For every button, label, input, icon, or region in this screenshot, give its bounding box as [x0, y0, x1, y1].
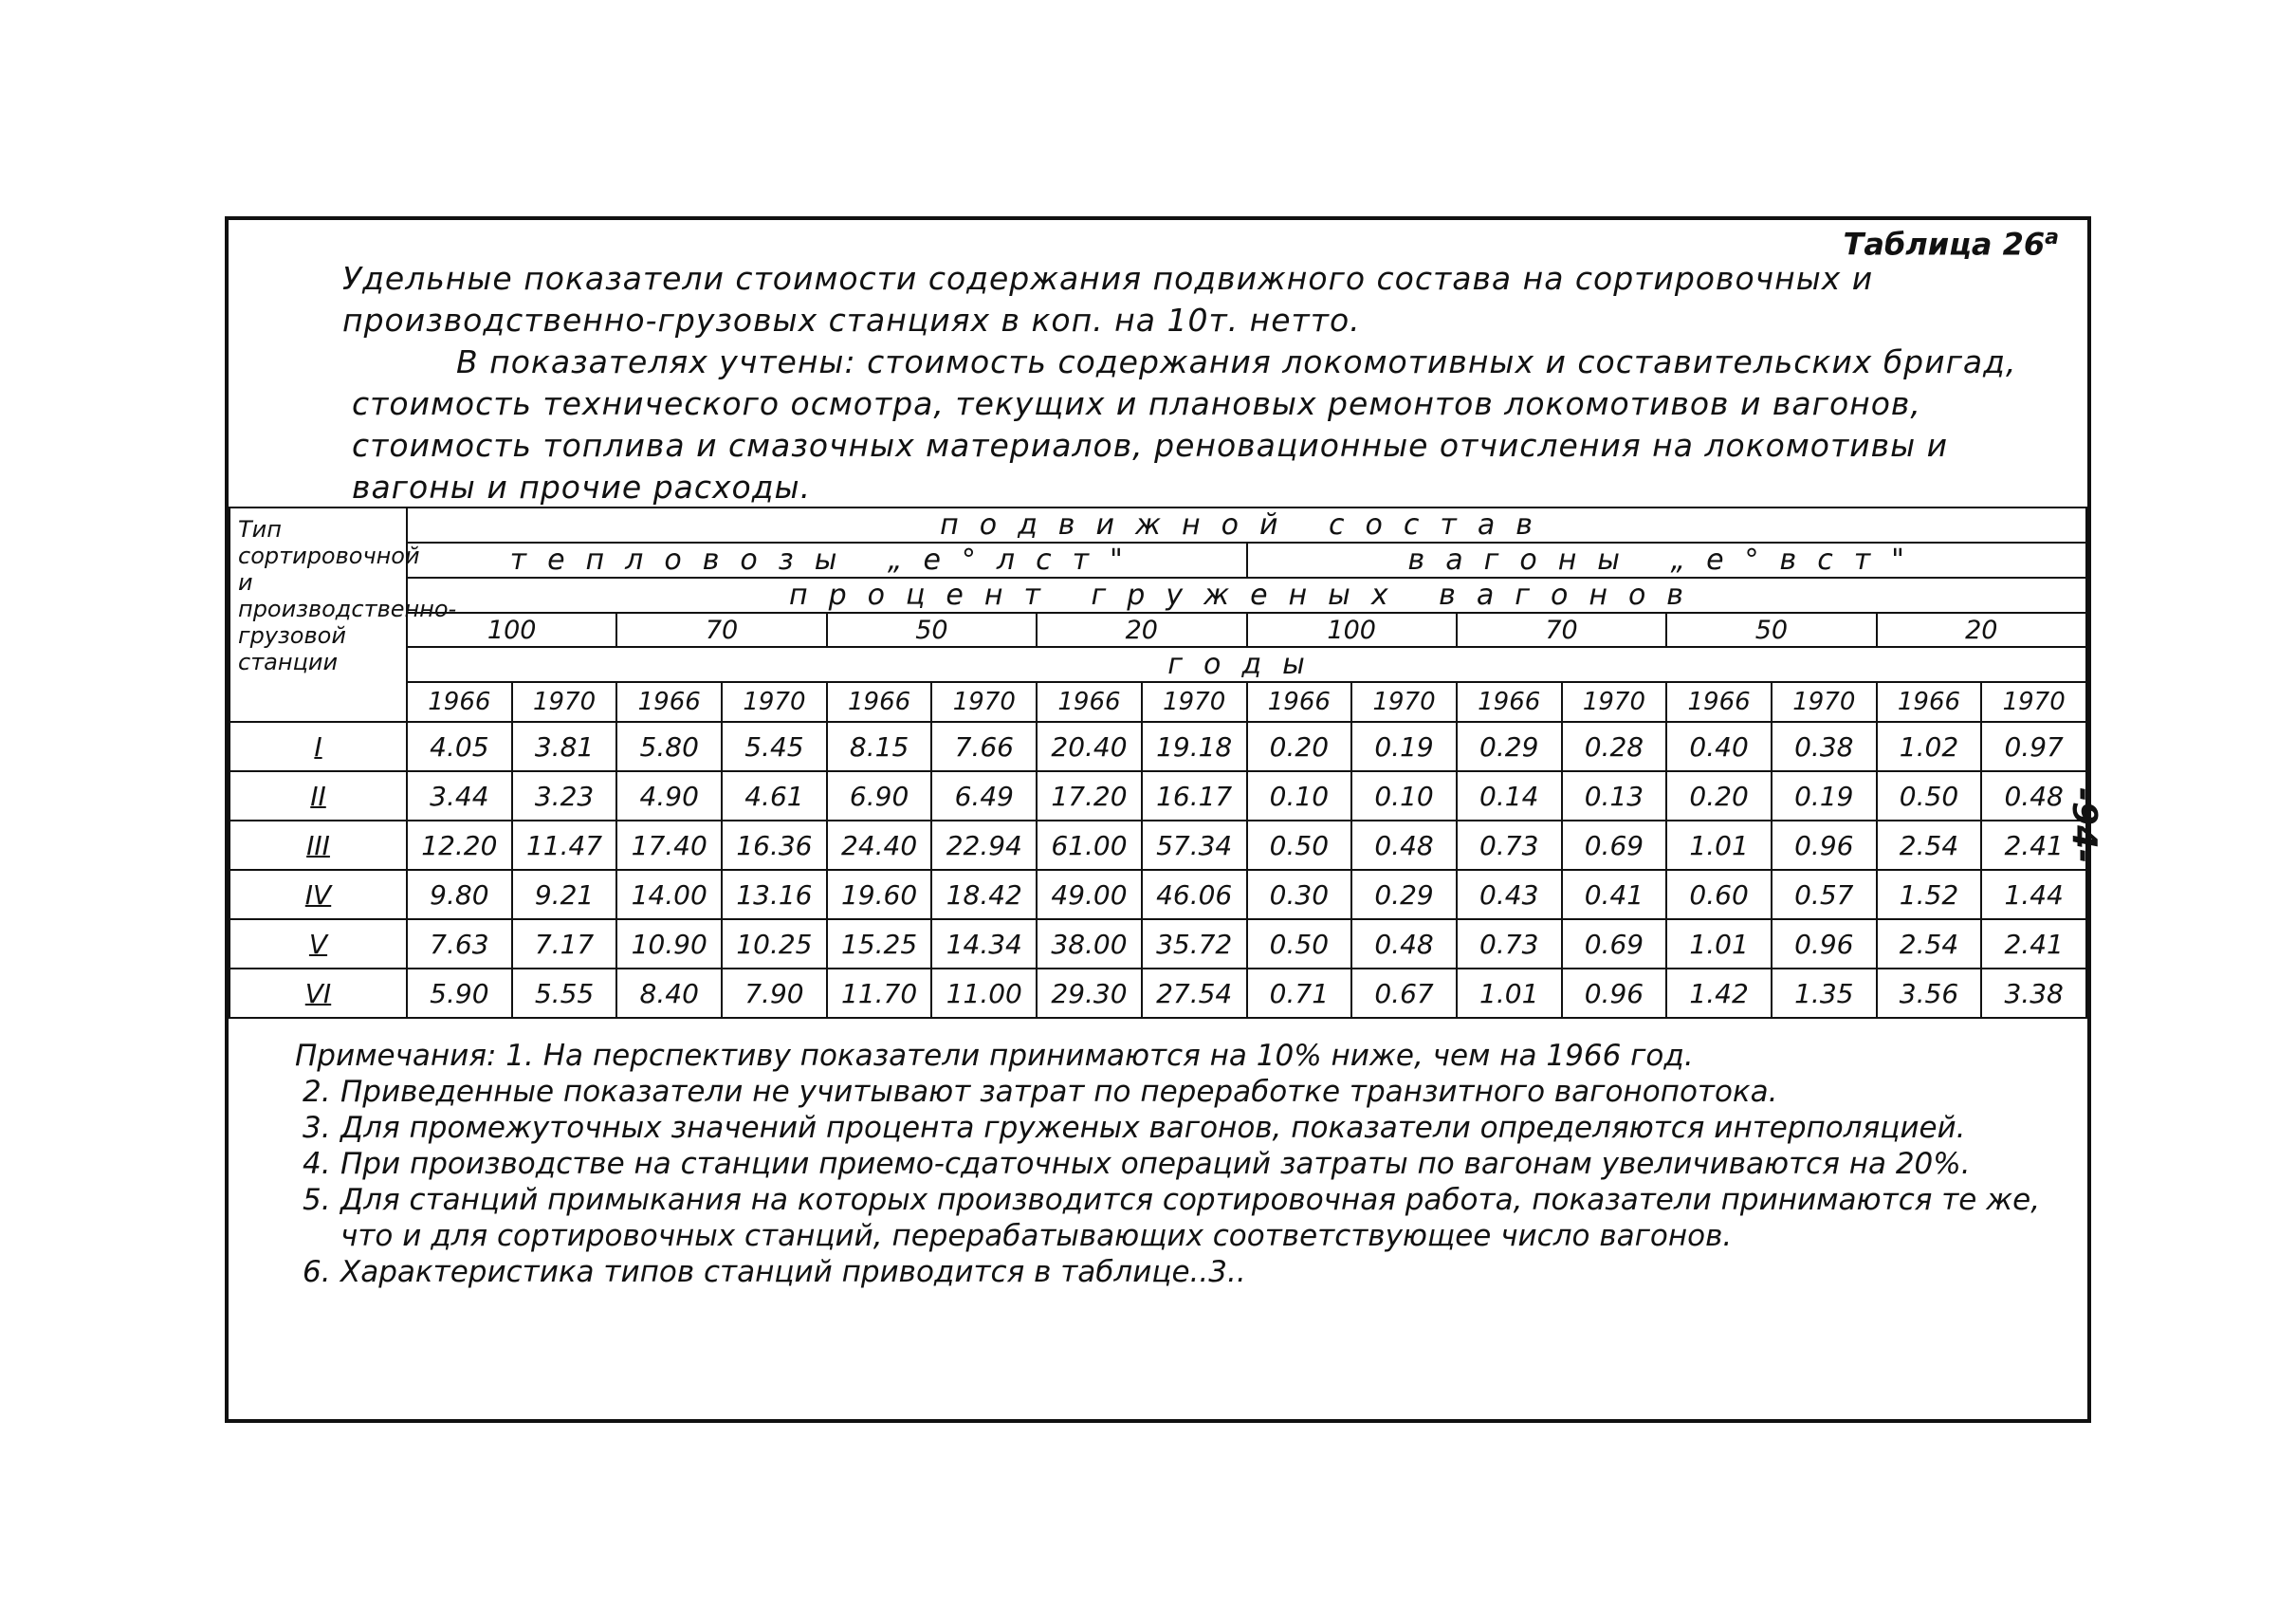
- year-cell: 1966: [1666, 682, 1772, 722]
- station-type-cell: II: [230, 771, 407, 821]
- value-cell: 0.10: [1247, 771, 1352, 821]
- value-cell: 5.45: [722, 722, 827, 771]
- notes-section: [295, 1038, 2068, 1290]
- table-number-sup: а: [2045, 226, 2059, 249]
- value-cell: 5.80: [616, 722, 722, 771]
- value-cell: 1.01: [1457, 969, 1562, 1018]
- value-cell: 2.54: [1877, 821, 1982, 870]
- note-text: Для промежуточных значений процента груженых вагонов, показатели определяются интерполяцией.: [340, 1111, 1966, 1145]
- notes-heading-line: [295, 1038, 2068, 1074]
- value-cell: 24.40: [827, 821, 932, 870]
- station-type-cell: I: [230, 722, 407, 771]
- year-cell: 1966: [407, 682, 512, 722]
- percent-cell: 100: [407, 613, 616, 647]
- value-cell: 0.96: [1562, 969, 1667, 1018]
- value-cell: 0.20: [1247, 722, 1352, 771]
- value-cell: 22.94: [931, 821, 1037, 870]
- value-cell: 4.90: [616, 771, 722, 821]
- value-cell: 2.41: [1981, 821, 2086, 870]
- percent-header: процент груженых вагонов: [407, 578, 2086, 613]
- value-cell: 0.20: [1666, 771, 1772, 821]
- percent-cell: 20: [1037, 613, 1246, 647]
- value-cell: 18.42: [931, 870, 1037, 919]
- percent-cell: 70: [616, 613, 826, 647]
- value-cell: 0.38: [1772, 722, 1877, 771]
- value-cell: 49.00: [1037, 870, 1142, 919]
- value-cell: 38.00: [1037, 919, 1142, 969]
- note-item: [295, 1182, 2068, 1254]
- percent-cell: 50: [827, 613, 1037, 647]
- stub-header: Тип сортировочной и производственно-грузовой станции: [230, 508, 407, 722]
- value-cell: 0.71: [1247, 969, 1352, 1018]
- value-cell: 0.50: [1877, 771, 1982, 821]
- value-cell: 10.25: [722, 919, 827, 969]
- value-cell: 0.48: [1351, 919, 1457, 969]
- document-title: Удельные показатели стоимости содержания подвижного состава на сортировочных и производственно-грузовых станциях в коп. на 10т. нетто.: [342, 260, 1874, 339]
- document-frame: [225, 216, 2091, 1423]
- value-cell: 0.29: [1351, 870, 1457, 919]
- years-header: годы: [407, 647, 2086, 682]
- value-cell: 0.60: [1666, 870, 1772, 919]
- value-cell: 0.19: [1351, 722, 1457, 771]
- value-cell: 35.72: [1142, 919, 1247, 969]
- table-row: [230, 821, 2086, 870]
- value-cell: 3.44: [407, 771, 512, 821]
- value-cell: 0.30: [1247, 870, 1352, 919]
- year-cell: 1970: [931, 682, 1037, 722]
- notes-list: [295, 1074, 2068, 1290]
- year-cell: 1970: [1142, 682, 1247, 722]
- value-cell: 2.54: [1877, 919, 1982, 969]
- value-cell: 0.50: [1247, 821, 1352, 870]
- value-cell: 8.15: [827, 722, 932, 771]
- value-cell: 0.57: [1772, 870, 1877, 919]
- value-cell: 1.35: [1772, 969, 1877, 1018]
- table-body: [230, 722, 2086, 1018]
- percent-cell: 70: [1457, 613, 1666, 647]
- note-text: Характеристика типов станций приводится в таблице..3..: [340, 1255, 1246, 1289]
- value-cell: 0.96: [1772, 919, 1877, 969]
- locomotives-header: тепловозы „е°лст": [407, 543, 1247, 578]
- value-cell: 0.50: [1247, 919, 1352, 969]
- table-row: [230, 771, 2086, 821]
- note-text: При производстве на станции приемо-сдаточных операций затраты по вагонам увеличиваются на 20%.: [340, 1147, 1971, 1181]
- value-cell: 12.20: [407, 821, 512, 870]
- station-type-cell: VI: [230, 969, 407, 1018]
- value-cell: 4.05: [407, 722, 512, 771]
- value-cell: 17.20: [1037, 771, 1142, 821]
- table-number: [1844, 226, 2059, 263]
- year-cell: 1966: [1457, 682, 1562, 722]
- value-cell: 1.42: [1666, 969, 1772, 1018]
- value-cell: 0.10: [1351, 771, 1457, 821]
- value-cell: 0.69: [1562, 919, 1667, 969]
- value-cell: 11.47: [512, 821, 617, 870]
- value-cell: 3.81: [512, 722, 617, 771]
- value-cell: 1.02: [1877, 722, 1982, 771]
- value-cell: 0.97: [1981, 722, 2086, 771]
- station-type-cell: III: [230, 821, 407, 870]
- value-cell: 14.34: [931, 919, 1037, 969]
- note-number: 6.: [303, 1255, 331, 1289]
- value-cell: 0.29: [1457, 722, 1562, 771]
- value-cell: 16.17: [1142, 771, 1247, 821]
- value-cell: 8.40: [616, 969, 722, 1018]
- note-number: 4.: [303, 1147, 331, 1181]
- value-cell: 46.06: [1142, 870, 1247, 919]
- value-cell: 0.73: [1457, 919, 1562, 969]
- year-cell: 1966: [616, 682, 722, 722]
- value-cell: 5.90: [407, 969, 512, 1018]
- cost-table: [229, 507, 2087, 1019]
- value-cell: 20.40: [1037, 722, 1142, 771]
- value-cell: 0.43: [1457, 870, 1562, 919]
- note-text: Приведенные показатели не учитывают затрат по переработке транзитного вагонопотока.: [340, 1075, 1778, 1109]
- value-cell: 9.21: [512, 870, 617, 919]
- note-item: [295, 1074, 2068, 1110]
- value-cell: 4.61: [722, 771, 827, 821]
- year-cell: 1966: [1247, 682, 1352, 722]
- value-cell: 19.18: [1142, 722, 1247, 771]
- value-cell: 3.38: [1981, 969, 2086, 1018]
- percent-cell: 100: [1247, 613, 1457, 647]
- year-cell: 1966: [1037, 682, 1142, 722]
- table-label: Таблица: [1843, 226, 1993, 263]
- note-item: [295, 1110, 2068, 1146]
- wagons-header: вагоны „е°вст": [1247, 543, 2087, 578]
- value-cell: 6.49: [931, 771, 1037, 821]
- value-cell: 16.36: [722, 821, 827, 870]
- value-cell: 5.55: [512, 969, 617, 1018]
- station-type-cell: IV: [230, 870, 407, 919]
- note-text: На перспективу показатели принимаются на 10% ниже, чем на 1966 год.: [542, 1039, 1694, 1073]
- value-cell: 61.00: [1037, 821, 1142, 870]
- value-cell: 0.13: [1562, 771, 1667, 821]
- value-cell: 6.90: [827, 771, 932, 821]
- value-cell: 1.01: [1666, 919, 1772, 969]
- value-cell: 7.63: [407, 919, 512, 969]
- note-number: 1.: [505, 1039, 534, 1073]
- note-text: Для станций примыкания на которых производится сортировочная работа, показатели принимаются те же, что и для сортировочных станций, перерабатывающих соответствующее число вагонов.: [340, 1183, 2041, 1253]
- table-row: [230, 722, 2086, 771]
- page-number: -94-: [2065, 787, 2103, 863]
- value-cell: 13.16: [722, 870, 827, 919]
- value-cell: 11.70: [827, 969, 932, 1018]
- year-cell: 1970: [1562, 682, 1667, 722]
- note-item: [295, 1146, 2068, 1182]
- value-cell: 10.90: [616, 919, 722, 969]
- note-number: 2.: [303, 1075, 331, 1109]
- value-cell: 0.14: [1457, 771, 1562, 821]
- value-cell: 0.96: [1772, 821, 1877, 870]
- value-cell: 1.44: [1981, 870, 2086, 919]
- value-cell: 27.54: [1142, 969, 1247, 1018]
- value-cell: 7.90: [722, 969, 827, 1018]
- value-cell: 0.41: [1562, 870, 1667, 919]
- value-cell: 57.34: [1142, 821, 1247, 870]
- year-cell: 1970: [722, 682, 827, 722]
- note-item: [295, 1254, 2068, 1290]
- year-cell: 1970: [1981, 682, 2086, 722]
- percent-cell: 50: [1666, 613, 1876, 647]
- value-cell: 0.67: [1351, 969, 1457, 1018]
- year-cell: 1970: [1772, 682, 1877, 722]
- value-cell: 9.80: [407, 870, 512, 919]
- year-cell: 1966: [827, 682, 932, 722]
- year-cell: 1970: [1351, 682, 1457, 722]
- value-cell: 1.01: [1666, 821, 1772, 870]
- value-cell: 2.41: [1981, 919, 2086, 969]
- table-row: [230, 969, 2086, 1018]
- notes-label: Примечания:: [295, 1039, 497, 1073]
- year-row: [230, 682, 2086, 722]
- value-cell: 0.28: [1562, 722, 1667, 771]
- value-cell: 29.30: [1037, 969, 1142, 1018]
- year-cell: 1970: [512, 682, 617, 722]
- value-cell: 11.00: [931, 969, 1037, 1018]
- value-cell: 1.52: [1877, 870, 1982, 919]
- value-cell: 19.60: [827, 870, 932, 919]
- percent-cell: 20: [1877, 613, 2086, 647]
- value-cell: 0.48: [1351, 821, 1457, 870]
- value-cell: 3.23: [512, 771, 617, 821]
- value-cell: 14.00: [616, 870, 722, 919]
- intro-paragraph: В показателях учтены: стоимость содержания локомотивных и составительских бригад, стоимость технического осмотра, текущих и плановых ремонтов локомотивов и вагонов, стоимость топлива и смазочных материалов, реновационные отчисления на локомотивы и вагоны и прочие расходы.: [352, 343, 2017, 506]
- value-cell: 17.40: [616, 821, 722, 870]
- group-header: подвижной состав: [407, 508, 2086, 543]
- value-cell: 0.73: [1457, 821, 1562, 870]
- value-cell: 7.66: [931, 722, 1037, 771]
- note-number: 5.: [303, 1183, 331, 1217]
- value-cell: 7.17: [512, 919, 617, 969]
- value-cell: 15.25: [827, 919, 932, 969]
- table-number-value: 26: [2002, 226, 2046, 263]
- table-row: [230, 919, 2086, 969]
- value-cell: 3.56: [1877, 969, 1982, 1018]
- table-row: [230, 870, 2086, 919]
- value-cell: 0.40: [1666, 722, 1772, 771]
- value-cell: 0.69: [1562, 821, 1667, 870]
- year-cell: 1966: [1877, 682, 1982, 722]
- value-cell: 0.48: [1981, 771, 2086, 821]
- note-number: 3.: [303, 1111, 331, 1145]
- station-type-cell: V: [230, 919, 407, 969]
- value-cell: 0.19: [1772, 771, 1877, 821]
